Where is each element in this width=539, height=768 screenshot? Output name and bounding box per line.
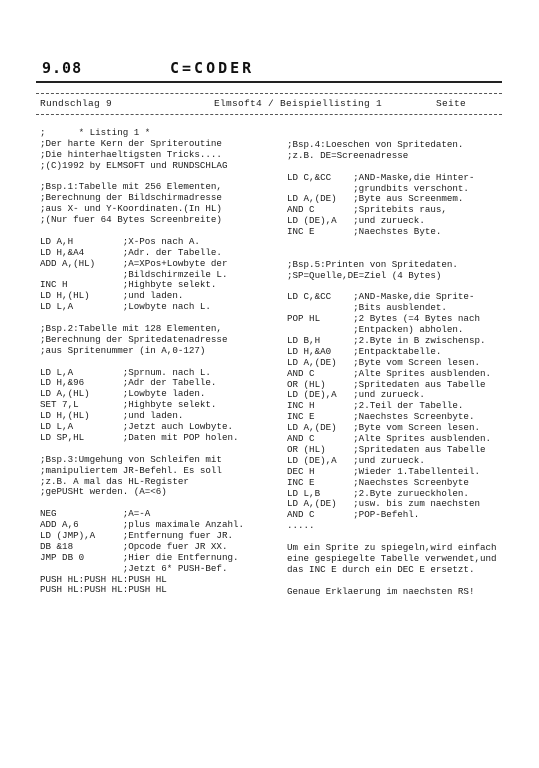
header-rule [36,81,502,83]
code-line: POP HL ;2 Bytes (=4 Bytes nach [287,313,480,325]
listing-title: Elmsoft4 / Beispiellisting 1 [214,98,383,109]
code-line: INC E ;Naechstes Screenbyte [287,476,469,488]
code-line: LD H,(HL) ;und laden. [40,410,184,422]
code-line: INC E ;Naechstes Screenbyte. [287,411,475,423]
listing-right-column [287,140,497,597]
page-number: 9.08 [42,59,83,77]
code-line: ;(C)1992 by ELMSOFT und RUNDSCHLAG [40,159,228,171]
code-line: ..... [287,520,315,532]
code-line: ;Bits ausblendet. [287,302,447,314]
dashed-rule-bottom [36,114,502,115]
code-line: LD (JMP),A ;Entfernung fuer JR. [40,529,233,541]
code-line: LD H,&96 ;Adr der Tabelle. [40,377,217,389]
dashed-rule-top [36,93,502,94]
code-line: ;Entpacken) abholen. [287,324,464,336]
code-line: LD L,A ;Lowbyte nach L. [40,301,211,313]
code-line: NEG ;A=-A [40,508,151,520]
code-line: Um ein Sprite zu spiegeln,wird einfach [287,541,497,553]
code-line: INC H ;Highbyte selekt. [40,279,217,291]
code-line: ;Der harte Kern der Spriteroutine [40,137,222,149]
code-line: ;manipuliertem JR-Befehl. Es soll [40,464,222,476]
code-line: ;(Nur fuer 64 Bytes Screenbreite) [40,214,222,226]
code-line: LD L,A ;Sprnum. nach L. [40,366,211,378]
code-line: ;Bsp.5:Printen von Spritedaten. [287,258,458,270]
code-line: PUSH HL:PUSH HL:PUSH HL [40,584,167,596]
code-line: SET 7,L ;Highbyte selekt. [40,399,217,411]
code-line [287,238,497,249]
code-line: OR (HL) ;Spritedaten aus Tabelle [287,378,486,390]
code-line: DB &18 ;Opcode fuer JR XX. [40,540,228,552]
code-line: LD L,B ;2.Byte zurueckholen. [287,487,469,499]
code-line: LD A,(DE) ;usw. bis zum naechsten [287,498,480,510]
code-line: ;Bsp.3:Umgehung von Schleifen mit [40,453,222,465]
code-line: AND C ;Alte Sprites ausblenden. [287,433,491,445]
code-line: ;Bildschirmzeile L. [40,268,228,280]
listing-left-column [40,128,244,596]
code-line: LD A,(HL) ;Lowbyte laden. [40,388,206,400]
code-line: ;gePUSHt werden. (A=<6) [40,486,167,498]
code-line: ;Die hinterhaeltigsten Tricks.... [40,148,222,160]
code-line: LD C,&CC ;AND-Maske,die Sprite- [287,291,475,303]
code-line: ADD A,6 ;plus maximale Anzahl. [40,519,244,531]
magazine-title: C=CODER [170,59,255,77]
code-line: JMP DB 0 ;Hier die Entfernung. [40,551,239,563]
code-line: LD A,(DE) ;Byte vom Screen lesen. [287,422,480,434]
code-line: INC H ;2.Teil der Tabelle. [287,400,464,412]
code-line: ;Jetzt 6* PUSH-Bef. [40,562,228,574]
code-line: AND C ;Spritebits raus, [287,204,447,216]
code-line: LD (DE),A ;und zurueck. [287,454,425,466]
section-label: Rundschlag 9 [40,98,113,109]
code-line: LD A,H ;X-Pos nach A. [40,235,200,247]
code-line: LD SP,HL ;Daten mit POP holen. [40,431,239,443]
code-line: OR (HL) ;Spritedaten aus Tabelle [287,443,486,455]
code-line: LD L,A ;Jetzt auch Lowbyte. [40,421,233,433]
code-line: ;Bsp.4:Loeschen von Spritedaten. [287,139,464,150]
code-line: ;Bsp.2:Tabelle mit 128 Elementen, [40,323,222,335]
code-line: LD C,&CC ;AND-Maske,die Hinter- [287,171,475,183]
code-line: LD H,&A4 ;Adr. der Tabelle. [40,246,222,258]
code-line: ADD A,(HL) ;A=XPos+Lowbyte der [40,257,228,269]
code-line: ;Bsp.1:Tabelle mit 256 Elementen, [40,181,222,193]
code-line: ;SP=Quelle,DE=Ziel (4 Bytes) [287,269,442,281]
code-line: LD (DE),A ;und zurueck. [287,389,425,401]
code-line: DEC H ;Wieder 1.Tabellenteil. [287,465,480,477]
code-line [287,576,497,587]
code-line: INC E ;Naechstes Byte. [287,226,442,238]
code-line: AND C ;POP-Befehl. [287,509,420,521]
code-line: eine gespiegelte Tabelle verwendet,und [287,552,497,564]
code-line: ; * Listing 1 * [40,127,151,138]
code-line: ;z.B. A mal das HL-Register [40,475,189,487]
code-line: PUSH HL:PUSH HL:PUSH HL [40,573,167,585]
code-line [40,357,244,368]
code-line: AND C ;Alte Sprites ausblenden. [287,367,491,379]
code-line: LD H,&A0 ;Entpacktabelle. [287,345,442,357]
code-line: LD A,(DE) ;Byte vom Screen lesen. [287,356,480,368]
code-line: ;Berechnung der Spritedatenadresse [40,333,228,345]
code-line: das INC E durch ein DEC E ersetzt. [287,563,475,575]
code-line: ;aus X- und Y-Koordinaten.(In HL) [40,203,222,215]
code-line: ;z.B. DE=Screenadresse [287,149,409,161]
code-line: ;aus Spritenummer (in A,0-127) [40,344,206,356]
code-line: LD H,(HL) ;und laden. [40,290,184,302]
code-line: Genaue Erklaerung im naechsten RS! [287,585,475,597]
code-line: LD B,H ;2.Byte in B zwischensp. [287,335,486,347]
code-line: ;grundbits verschont. [287,182,469,194]
page-label: Seite [436,98,467,109]
code-line: LD (DE),A ;und zurueck. [287,215,425,227]
code-line: LD A,(DE) ;Byte aus Screenmem. [287,193,464,205]
code-line: ;Berechnung der Bildschirmadresse [40,192,222,204]
